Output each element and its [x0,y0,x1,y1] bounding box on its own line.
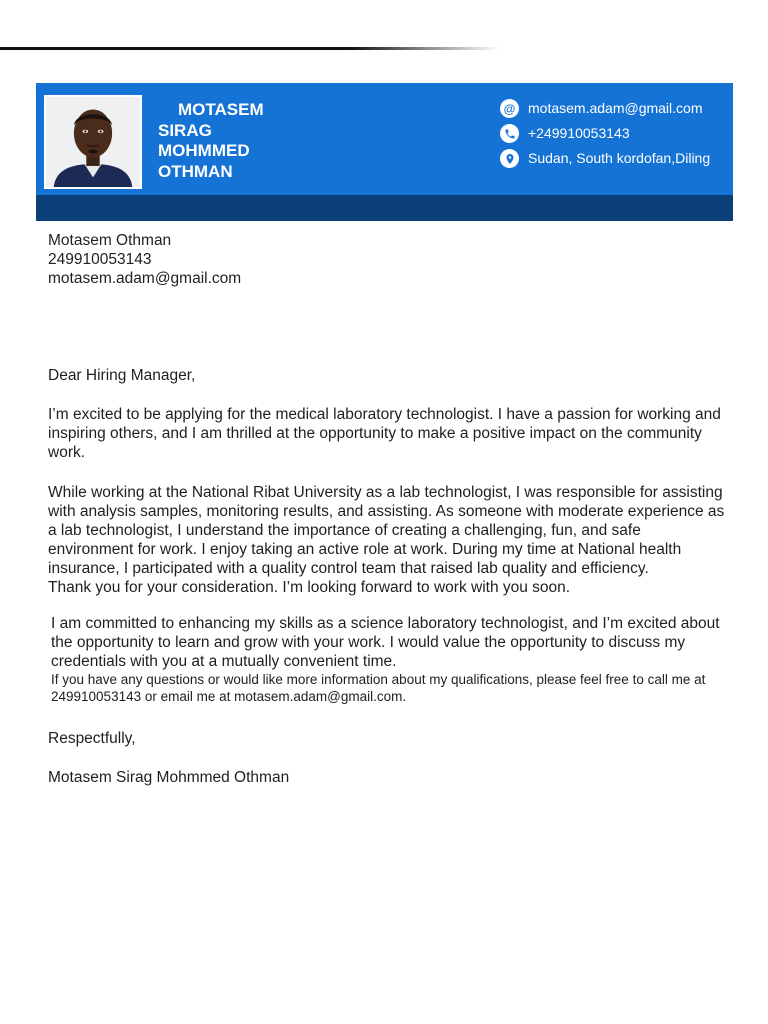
contact-location-text: Sudan, South kordofan,Diling [528,150,711,166]
signature-name: Motasem Sirag Mohmmed Othman [48,769,290,786]
paragraph-experience: While working at the National Ribat University as a lab technologist, I was responsible for assisting with analysis samples, monitoring results, and assisting. As someone with moderate experience as a lab technologist, I understand the importance of creating a challenging, fun, and safe environment for work. I enjoy taking an active role at work. During my time at National health insurance, I participated with a quality control team that raised lab quality and efficiency. [48,484,725,577]
closing: Respectfully, [48,730,136,747]
banner-accent-strip [36,195,733,221]
contact-email-text: motasem.adam@gmail.com [528,100,703,116]
top-divider [0,47,500,50]
contact-phone [500,121,733,146]
paragraph-commitment: I am committed to enhancing my skills as a science laboratory technologist, and I’m excited about the opportunity to learn and grow with your work. I would value the opportunity to discuss my credentials with you at a mutually convenient time. [51,615,720,670]
sender-info [48,231,241,288]
sender-name: Motasem Othman [48,232,172,249]
paragraph-intro: I’m excited to be applying for the medical laboratory technologist. I have a passion for working and inspiring others, and I am thrilled at the opportunity to make a positive impact on the community work. [48,406,721,461]
name-line-first: MOTASEM [178,100,264,119]
location-pin-icon [500,149,519,168]
header-contacts [500,96,733,171]
header-banner [36,83,733,221]
profile-photo [44,95,142,189]
name-line-fourth: OTHMAN [158,161,233,181]
paragraph-thanks: Thank you for your consideration. I’m looking forward to work with you soon. [48,579,571,596]
at-icon: @ [500,99,519,118]
header-name [158,100,358,182]
sender-email: motasem.adam@gmail.com [48,270,242,287]
paragraph-contact: If you have any questions or would like more information about my qualifications, please feel free to call me at 249910053143 or email me at motasem.adam@gmail.com. [51,672,706,704]
salutation: Dear Hiring Manager, [48,367,196,384]
letter-body [48,366,728,787]
contact-location [500,146,733,171]
sender-phone: 249910053143 [48,251,152,268]
phone-icon [500,124,519,143]
contact-email [500,96,733,121]
contact-phone-text: +249910053143 [528,125,630,141]
name-line-third: MOHMMED [158,141,250,160]
name-line-second: SIRAG [158,120,212,140]
